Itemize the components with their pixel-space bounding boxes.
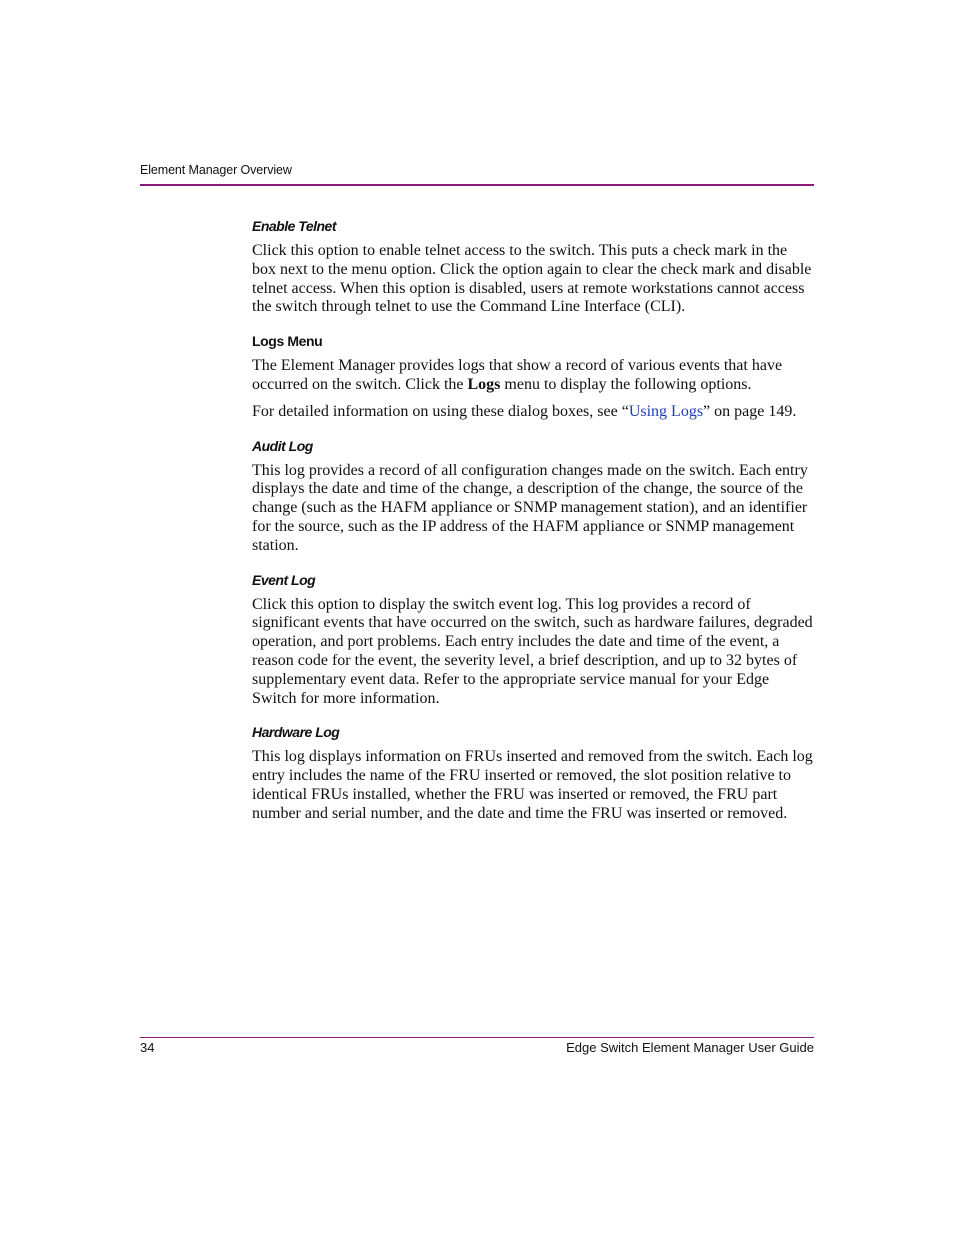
logs-reference-paragraph (252, 403, 814, 422)
logs-menu-text-1: The Element Manager provides logs that show a record of various events that have occurred on the switch. Click the (252, 357, 783, 393)
logs-ref-prefix: For detailed information on using these dialog boxes, see “ (252, 402, 629, 420)
page-content (252, 218, 814, 832)
footer-rule (140, 1037, 814, 1038)
heading-audit-log: Audit Log (252, 437, 313, 454)
heading-event-log: Event Log (252, 571, 316, 588)
event-log-paragraph: Click this option to display the switch event log. This log provides a record of significant events that have occurred on the switch, such as hardware failures, degraded operation, and port problems. Each entry includes the date and time of the event, a reason code for the event, the severity level, a brief description, and up to 32 bytes of supplementary event data. Refer to the appropriate service manual for your Edge Switch for more information. (252, 595, 813, 707)
heading-enable-telnet: Enable Telnet (252, 218, 337, 234)
logs-menu-paragraph (252, 357, 814, 395)
using-logs-link[interactable]: Using Logs (628, 402, 704, 420)
logs-ref-suffix: ” on page 149. (703, 402, 797, 420)
logs-menu-text-2: menu to display the following options. (500, 375, 752, 393)
enable-telnet-paragraph: Click this option to enable telnet access to the switch. This puts a check mark in the box next to the menu option. Click the option again to clear the check mark and disable telnet access. When this option is disabled, users at remote workstations cannot access the switch through telnet to use the Command Line Interface (CLI). (252, 242, 812, 316)
audit-log-paragraph: This log provides a record of all configuration changes made on the switch. Each entry displays the date and time of the change, a description of the change, the source of the change (such as the HAFM appliance or SNMP management station), and an identifier for the source, such as the IP address of the HAFM appliance or SNMP management station. (252, 461, 808, 554)
footer-doc-title: Edge Switch Element Manager User Guide (566, 1040, 814, 1055)
logs-menu-bold: Logs (467, 375, 501, 393)
heading-hardware-log: Hardware Log (252, 724, 340, 741)
hardware-log-paragraph: This log displays information on FRUs inserted and removed from the switch. Each log entry includes the name of the FRU inserted or removed, the slot position relative to identical FRUs installed, whether the FRU was inserted or removed, the FRU part number and serial number, and the date and time the FRU was inserted or removed. (252, 748, 813, 822)
running-header: Element Manager Overview (140, 163, 292, 177)
heading-logs-menu: Logs Menu (252, 333, 323, 350)
page-number: 34 (140, 1040, 155, 1055)
header-rule (140, 184, 814, 186)
